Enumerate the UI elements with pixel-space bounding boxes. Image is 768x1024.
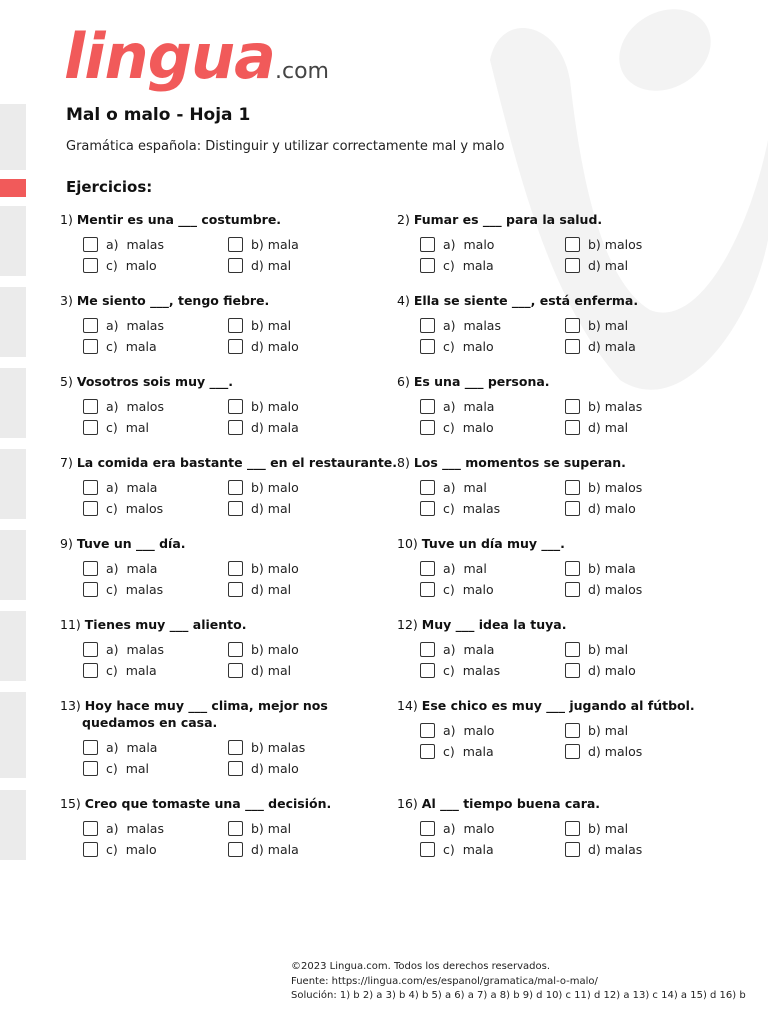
answer-option[interactable] bbox=[565, 660, 636, 680]
checkbox[interactable] bbox=[83, 237, 98, 252]
option-label: b) mal bbox=[588, 641, 629, 657]
side-tab bbox=[0, 449, 26, 519]
answer-option[interactable] bbox=[228, 818, 291, 838]
side-tab bbox=[0, 692, 26, 778]
option-label: c) malas bbox=[443, 662, 501, 678]
question-text bbox=[397, 795, 737, 812]
checkbox[interactable] bbox=[228, 501, 243, 516]
checkbox[interactable] bbox=[420, 723, 435, 738]
logo-suffix: .com bbox=[275, 59, 329, 84]
checkbox[interactable] bbox=[420, 582, 435, 597]
answer-option[interactable] bbox=[565, 839, 642, 859]
question-text bbox=[60, 373, 400, 390]
checkbox[interactable] bbox=[565, 642, 580, 657]
checkbox[interactable] bbox=[83, 821, 98, 836]
answer-options bbox=[60, 477, 400, 521]
question-10 bbox=[397, 535, 737, 602]
option-label: a) malo bbox=[443, 722, 495, 738]
question-number: 3) bbox=[60, 293, 73, 308]
option-label: d) malo bbox=[588, 662, 636, 678]
checkbox[interactable] bbox=[83, 339, 98, 354]
option-label: b) malos bbox=[588, 236, 643, 252]
question-prompt: Ese chico es muy ___ jugando al fútbol. bbox=[421, 698, 695, 713]
option-label: a) mal bbox=[443, 479, 487, 495]
question-prompt: Me siento ___, tengo fiebre. bbox=[76, 293, 270, 308]
question-number: 14) bbox=[397, 698, 418, 713]
question-prompt: Tuve un día muy ___. bbox=[421, 536, 565, 551]
option-label: b) malos bbox=[588, 479, 643, 495]
checkbox[interactable] bbox=[228, 821, 243, 836]
answer-options bbox=[397, 818, 737, 862]
answer-option[interactable] bbox=[228, 737, 305, 757]
option-label: d) mal bbox=[588, 419, 629, 435]
side-tabs bbox=[0, 0, 26, 1024]
checkbox[interactable] bbox=[420, 501, 435, 516]
question-9 bbox=[60, 535, 400, 602]
side-tab bbox=[0, 104, 26, 170]
answer-options bbox=[60, 396, 400, 440]
checkbox[interactable] bbox=[228, 642, 243, 657]
answer-option[interactable] bbox=[565, 818, 628, 838]
question-15 bbox=[60, 795, 400, 862]
answer-option[interactable] bbox=[228, 315, 291, 335]
question-14 bbox=[397, 697, 737, 764]
checkbox[interactable] bbox=[565, 723, 580, 738]
side-tab bbox=[0, 611, 26, 681]
checkbox[interactable] bbox=[83, 663, 98, 678]
question-text bbox=[397, 616, 737, 633]
question-text bbox=[60, 795, 400, 812]
checkbox[interactable] bbox=[420, 339, 435, 354]
question-prompt: Creo que tomaste una ___ decisión. bbox=[84, 796, 332, 811]
option-label: c) mala bbox=[443, 257, 494, 273]
answer-option[interactable] bbox=[83, 498, 163, 518]
option-label: c) malas bbox=[443, 500, 501, 516]
option-label: a) malas bbox=[106, 641, 164, 657]
checkbox[interactable] bbox=[228, 480, 243, 495]
checkbox[interactable] bbox=[228, 842, 243, 857]
option-label: a) mal bbox=[443, 560, 487, 576]
answer-option[interactable] bbox=[420, 839, 494, 859]
answer-option[interactable] bbox=[420, 234, 494, 254]
option-label: a) mala bbox=[443, 398, 495, 414]
side-tab-active bbox=[0, 179, 26, 197]
answer-options bbox=[60, 818, 400, 862]
checkbox[interactable] bbox=[228, 399, 243, 414]
checkbox[interactable] bbox=[420, 744, 435, 759]
option-label: c) malo bbox=[106, 257, 157, 273]
answer-options bbox=[60, 737, 400, 781]
question-1 bbox=[60, 211, 400, 278]
question-prompt: Tienes muy ___ aliento. bbox=[84, 617, 247, 632]
checkbox[interactable] bbox=[420, 399, 435, 414]
answer-option[interactable] bbox=[83, 579, 163, 599]
answer-option[interactable] bbox=[565, 477, 642, 497]
answer-option[interactable] bbox=[228, 498, 291, 518]
side-tab bbox=[0, 790, 26, 860]
answer-option[interactable] bbox=[228, 639, 299, 659]
answer-option[interactable] bbox=[565, 639, 628, 659]
checkbox[interactable] bbox=[565, 821, 580, 836]
question-number: 10) bbox=[397, 536, 418, 551]
answer-options bbox=[397, 234, 737, 278]
checkbox[interactable] bbox=[228, 258, 243, 273]
option-label: c) mala bbox=[106, 338, 157, 354]
checkbox[interactable] bbox=[228, 339, 243, 354]
option-label: b) malo bbox=[251, 560, 299, 576]
option-label: c) malos bbox=[106, 500, 164, 516]
footer-copyright: ©2023 Lingua.com. Todos los derechos reservados. bbox=[291, 961, 550, 972]
answer-option[interactable] bbox=[83, 660, 157, 680]
answer-options bbox=[60, 234, 400, 278]
checkbox[interactable] bbox=[420, 237, 435, 252]
question-number: 1) bbox=[60, 212, 73, 227]
option-label: d) mala bbox=[251, 419, 299, 435]
option-label: a) mala bbox=[106, 739, 158, 755]
footer bbox=[291, 960, 746, 1004]
option-label: b) malo bbox=[251, 479, 299, 495]
question-text bbox=[397, 292, 737, 309]
answer-option[interactable] bbox=[420, 255, 494, 275]
question-prompt: Vosotros sois muy ___. bbox=[76, 374, 233, 389]
checkbox[interactable] bbox=[228, 420, 243, 435]
answer-option[interactable] bbox=[565, 255, 628, 275]
option-label: b) mal bbox=[251, 820, 292, 836]
answer-option[interactable] bbox=[420, 417, 494, 437]
footer-solution: Solución: 1) b 2) a 3) b 4) b 5) a 6) a 7) a 8) b 9) d 10) c 11) d 12) a 13) c 14) a 15) d 16) b bbox=[291, 990, 746, 1001]
checkbox[interactable] bbox=[83, 561, 98, 576]
checkbox[interactable] bbox=[565, 744, 580, 759]
option-label: b) malas bbox=[251, 739, 306, 755]
checkbox[interactable] bbox=[565, 420, 580, 435]
answer-option[interactable] bbox=[565, 558, 636, 578]
answer-options bbox=[397, 396, 737, 440]
checkbox[interactable] bbox=[420, 821, 435, 836]
answer-option[interactable] bbox=[83, 818, 164, 838]
checkbox[interactable] bbox=[565, 399, 580, 414]
option-label: a) malas bbox=[443, 317, 501, 333]
answer-option[interactable] bbox=[83, 396, 164, 416]
answer-option[interactable] bbox=[83, 737, 157, 757]
page-subtitle: Gramática española: Distinguir y utilizar correctamente mal y malo bbox=[66, 139, 505, 154]
answer-option[interactable] bbox=[228, 477, 299, 497]
checkbox[interactable] bbox=[83, 318, 98, 333]
answer-options bbox=[397, 639, 737, 683]
footer-source: Fuente: https://lingua.com/es/espanol/gramatica/mal-o-malo/ bbox=[291, 975, 598, 987]
option-label: d) mala bbox=[251, 841, 299, 857]
checkbox[interactable] bbox=[565, 480, 580, 495]
answer-option[interactable] bbox=[420, 396, 494, 416]
checkbox[interactable] bbox=[565, 582, 580, 597]
option-label: c) malas bbox=[106, 581, 164, 597]
checkbox[interactable] bbox=[228, 318, 243, 333]
option-label: d) mal bbox=[251, 581, 292, 597]
question-number: 2) bbox=[397, 212, 410, 227]
checkbox[interactable] bbox=[83, 842, 98, 857]
question-prompt: Ella se siente ___, está enferma. bbox=[413, 293, 639, 308]
checkbox[interactable] bbox=[83, 399, 98, 414]
answer-option[interactable] bbox=[420, 477, 487, 497]
checkbox[interactable] bbox=[420, 318, 435, 333]
checkbox[interactable] bbox=[565, 663, 580, 678]
question-prompt: Es una ___ persona. bbox=[413, 374, 550, 389]
question-text bbox=[60, 616, 400, 633]
answer-option[interactable] bbox=[228, 660, 291, 680]
question-number: 12) bbox=[397, 617, 418, 632]
answer-option[interactable] bbox=[228, 558, 299, 578]
question-13 bbox=[60, 697, 400, 781]
question-number: 4) bbox=[397, 293, 410, 308]
option-label: d) malas bbox=[588, 841, 643, 857]
checkbox[interactable] bbox=[83, 642, 98, 657]
option-label: a) mala bbox=[106, 479, 158, 495]
side-tab bbox=[0, 530, 26, 600]
answer-option[interactable] bbox=[420, 741, 494, 761]
answer-option[interactable] bbox=[565, 234, 642, 254]
question-prompt: Hoy hace muy ___ clima, mejor nos quedamos en casa. bbox=[82, 698, 328, 730]
answer-option[interactable] bbox=[83, 315, 164, 335]
answer-option[interactable] bbox=[228, 396, 299, 416]
question-number: 9) bbox=[60, 536, 73, 551]
checkbox[interactable] bbox=[420, 420, 435, 435]
question-text bbox=[60, 292, 400, 309]
option-label: b) mal bbox=[588, 820, 629, 836]
question-prompt: Al ___ tiempo buena cara. bbox=[421, 796, 601, 811]
question-text bbox=[397, 373, 737, 390]
option-label: b) mal bbox=[251, 317, 292, 333]
option-label: c) mala bbox=[106, 662, 157, 678]
question-prompt: Tuve un ___ día. bbox=[76, 536, 186, 551]
checkbox[interactable] bbox=[83, 480, 98, 495]
checkbox[interactable] bbox=[565, 561, 580, 576]
answer-options bbox=[397, 720, 737, 764]
option-label: c) mal bbox=[106, 419, 150, 435]
answer-option[interactable] bbox=[83, 758, 149, 778]
checkbox[interactable] bbox=[83, 740, 98, 755]
checkbox[interactable] bbox=[565, 501, 580, 516]
question-8 bbox=[397, 454, 737, 521]
checkbox[interactable] bbox=[565, 258, 580, 273]
question-12 bbox=[397, 616, 737, 683]
checkbox[interactable] bbox=[565, 339, 580, 354]
answer-option[interactable] bbox=[83, 417, 149, 437]
option-label: c) mala bbox=[443, 841, 494, 857]
option-label: d) mal bbox=[251, 257, 292, 273]
answer-option[interactable] bbox=[420, 818, 494, 838]
checkbox[interactable] bbox=[228, 561, 243, 576]
side-tab bbox=[0, 368, 26, 438]
option-label: b) malas bbox=[588, 398, 643, 414]
option-label: d) malos bbox=[588, 743, 643, 759]
answer-option[interactable] bbox=[228, 758, 299, 778]
option-label: a) malas bbox=[106, 236, 164, 252]
answer-option[interactable] bbox=[83, 558, 157, 578]
question-text bbox=[60, 454, 400, 471]
option-label: d) malo bbox=[588, 500, 636, 516]
option-label: b) mal bbox=[588, 722, 629, 738]
checkbox[interactable] bbox=[228, 237, 243, 252]
question-3 bbox=[60, 292, 400, 359]
question-2 bbox=[397, 211, 737, 278]
page-title: Mal o malo - Hoja 1 bbox=[66, 105, 251, 125]
answer-option[interactable] bbox=[420, 639, 494, 659]
option-label: c) mala bbox=[443, 743, 494, 759]
answer-options bbox=[60, 558, 400, 602]
option-label: d) malo bbox=[251, 760, 299, 776]
question-number: 15) bbox=[60, 796, 81, 811]
answer-options bbox=[397, 315, 737, 359]
option-label: d) mal bbox=[251, 662, 292, 678]
question-prompt: Mentir es una ___ costumbre. bbox=[76, 212, 282, 227]
answer-option[interactable] bbox=[228, 579, 291, 599]
option-label: d) mal bbox=[251, 500, 292, 516]
question-text bbox=[397, 454, 737, 471]
option-label: c) malo bbox=[443, 419, 494, 435]
checkbox[interactable] bbox=[228, 663, 243, 678]
option-label: a) malo bbox=[443, 820, 495, 836]
answer-option[interactable] bbox=[83, 639, 164, 659]
question-16 bbox=[397, 795, 737, 862]
question-number: 6) bbox=[397, 374, 410, 389]
question-6 bbox=[397, 373, 737, 440]
question-text bbox=[397, 535, 737, 552]
answer-option[interactable] bbox=[420, 660, 500, 680]
checkbox[interactable] bbox=[83, 258, 98, 273]
checkbox[interactable] bbox=[83, 761, 98, 776]
answer-option[interactable] bbox=[83, 234, 164, 254]
answer-option[interactable] bbox=[420, 336, 494, 356]
answer-option[interactable] bbox=[228, 839, 299, 859]
question-number: 7) bbox=[60, 455, 73, 470]
checkbox[interactable] bbox=[565, 842, 580, 857]
answer-option[interactable] bbox=[83, 477, 157, 497]
option-label: c) malo bbox=[106, 841, 157, 857]
option-label: c) malo bbox=[443, 581, 494, 597]
answer-option[interactable] bbox=[228, 336, 299, 356]
answer-option[interactable] bbox=[565, 720, 628, 740]
answer-option[interactable] bbox=[420, 579, 494, 599]
question-prompt: La comida era bastante ___ en el restaurante. bbox=[76, 455, 398, 470]
question-7 bbox=[60, 454, 400, 521]
checkbox[interactable] bbox=[83, 582, 98, 597]
answer-option[interactable] bbox=[565, 498, 636, 518]
checkbox[interactable] bbox=[228, 761, 243, 776]
checkbox[interactable] bbox=[565, 237, 580, 252]
option-label: a) mala bbox=[443, 641, 495, 657]
section-heading: Ejercicios: bbox=[66, 178, 153, 196]
question-11 bbox=[60, 616, 400, 683]
question-number: 11) bbox=[60, 617, 81, 632]
option-label: b) malo bbox=[251, 641, 299, 657]
checkbox[interactable] bbox=[228, 582, 243, 597]
answer-option[interactable] bbox=[228, 255, 291, 275]
question-number: 5) bbox=[60, 374, 73, 389]
answer-option[interactable] bbox=[565, 417, 628, 437]
question-prompt: Los ___ momentos se superan. bbox=[413, 455, 626, 470]
answer-option[interactable] bbox=[420, 558, 487, 578]
option-label: d) malos bbox=[588, 581, 643, 597]
option-label: a) mala bbox=[106, 560, 158, 576]
answer-option[interactable] bbox=[83, 255, 157, 275]
checkbox[interactable] bbox=[420, 642, 435, 657]
answer-option[interactable] bbox=[565, 579, 642, 599]
checkbox[interactable] bbox=[420, 842, 435, 857]
checkbox[interactable] bbox=[420, 663, 435, 678]
option-label: b) mala bbox=[251, 236, 299, 252]
answer-options bbox=[60, 639, 400, 683]
option-label: d) mala bbox=[588, 338, 636, 354]
option-label: a) malo bbox=[443, 236, 495, 252]
option-label: b) mal bbox=[588, 317, 629, 333]
answer-option[interactable] bbox=[83, 839, 157, 859]
checkbox[interactable] bbox=[420, 480, 435, 495]
answer-options bbox=[397, 477, 737, 521]
option-label: a) malos bbox=[106, 398, 164, 414]
question-text bbox=[60, 535, 400, 552]
option-label: a) malas bbox=[106, 317, 164, 333]
checkbox[interactable] bbox=[420, 561, 435, 576]
checkbox[interactable] bbox=[565, 318, 580, 333]
option-label: c) malo bbox=[443, 338, 494, 354]
option-label: b) malo bbox=[251, 398, 299, 414]
option-label: d) malo bbox=[251, 338, 299, 354]
answer-options bbox=[60, 315, 400, 359]
option-label: c) mal bbox=[106, 760, 150, 776]
logo-word: lingua bbox=[64, 20, 275, 93]
side-tab bbox=[0, 287, 26, 357]
question-prompt: Fumar es ___ para la salud. bbox=[413, 212, 603, 227]
question-text bbox=[397, 211, 737, 228]
answer-option[interactable] bbox=[228, 417, 299, 437]
question-number: 13) bbox=[60, 698, 81, 713]
checkbox[interactable] bbox=[228, 740, 243, 755]
answer-option[interactable] bbox=[420, 315, 501, 335]
option-label: b) mala bbox=[588, 560, 636, 576]
checkbox[interactable] bbox=[420, 258, 435, 273]
answer-option[interactable] bbox=[565, 315, 628, 335]
answer-option[interactable] bbox=[565, 336, 636, 356]
checkbox[interactable] bbox=[83, 420, 98, 435]
question-prompt: Muy ___ idea la tuya. bbox=[421, 617, 567, 632]
answer-option[interactable] bbox=[565, 396, 642, 416]
answer-option[interactable] bbox=[565, 741, 642, 761]
side-tab bbox=[0, 206, 26, 276]
answer-option[interactable] bbox=[420, 720, 494, 740]
question-number: 8) bbox=[397, 455, 410, 470]
checkbox[interactable] bbox=[83, 501, 98, 516]
answer-option[interactable] bbox=[228, 234, 299, 254]
question-number: 16) bbox=[397, 796, 418, 811]
question-text bbox=[60, 697, 400, 731]
answer-option[interactable] bbox=[420, 498, 500, 518]
option-label: a) malas bbox=[106, 820, 164, 836]
answer-options bbox=[397, 558, 737, 602]
question-text bbox=[397, 697, 737, 714]
question-5 bbox=[60, 373, 400, 440]
answer-option[interactable] bbox=[83, 336, 157, 356]
question-text bbox=[60, 211, 400, 228]
lingua-logo bbox=[64, 12, 329, 102]
option-label: d) mal bbox=[588, 257, 629, 273]
question-4 bbox=[397, 292, 737, 359]
